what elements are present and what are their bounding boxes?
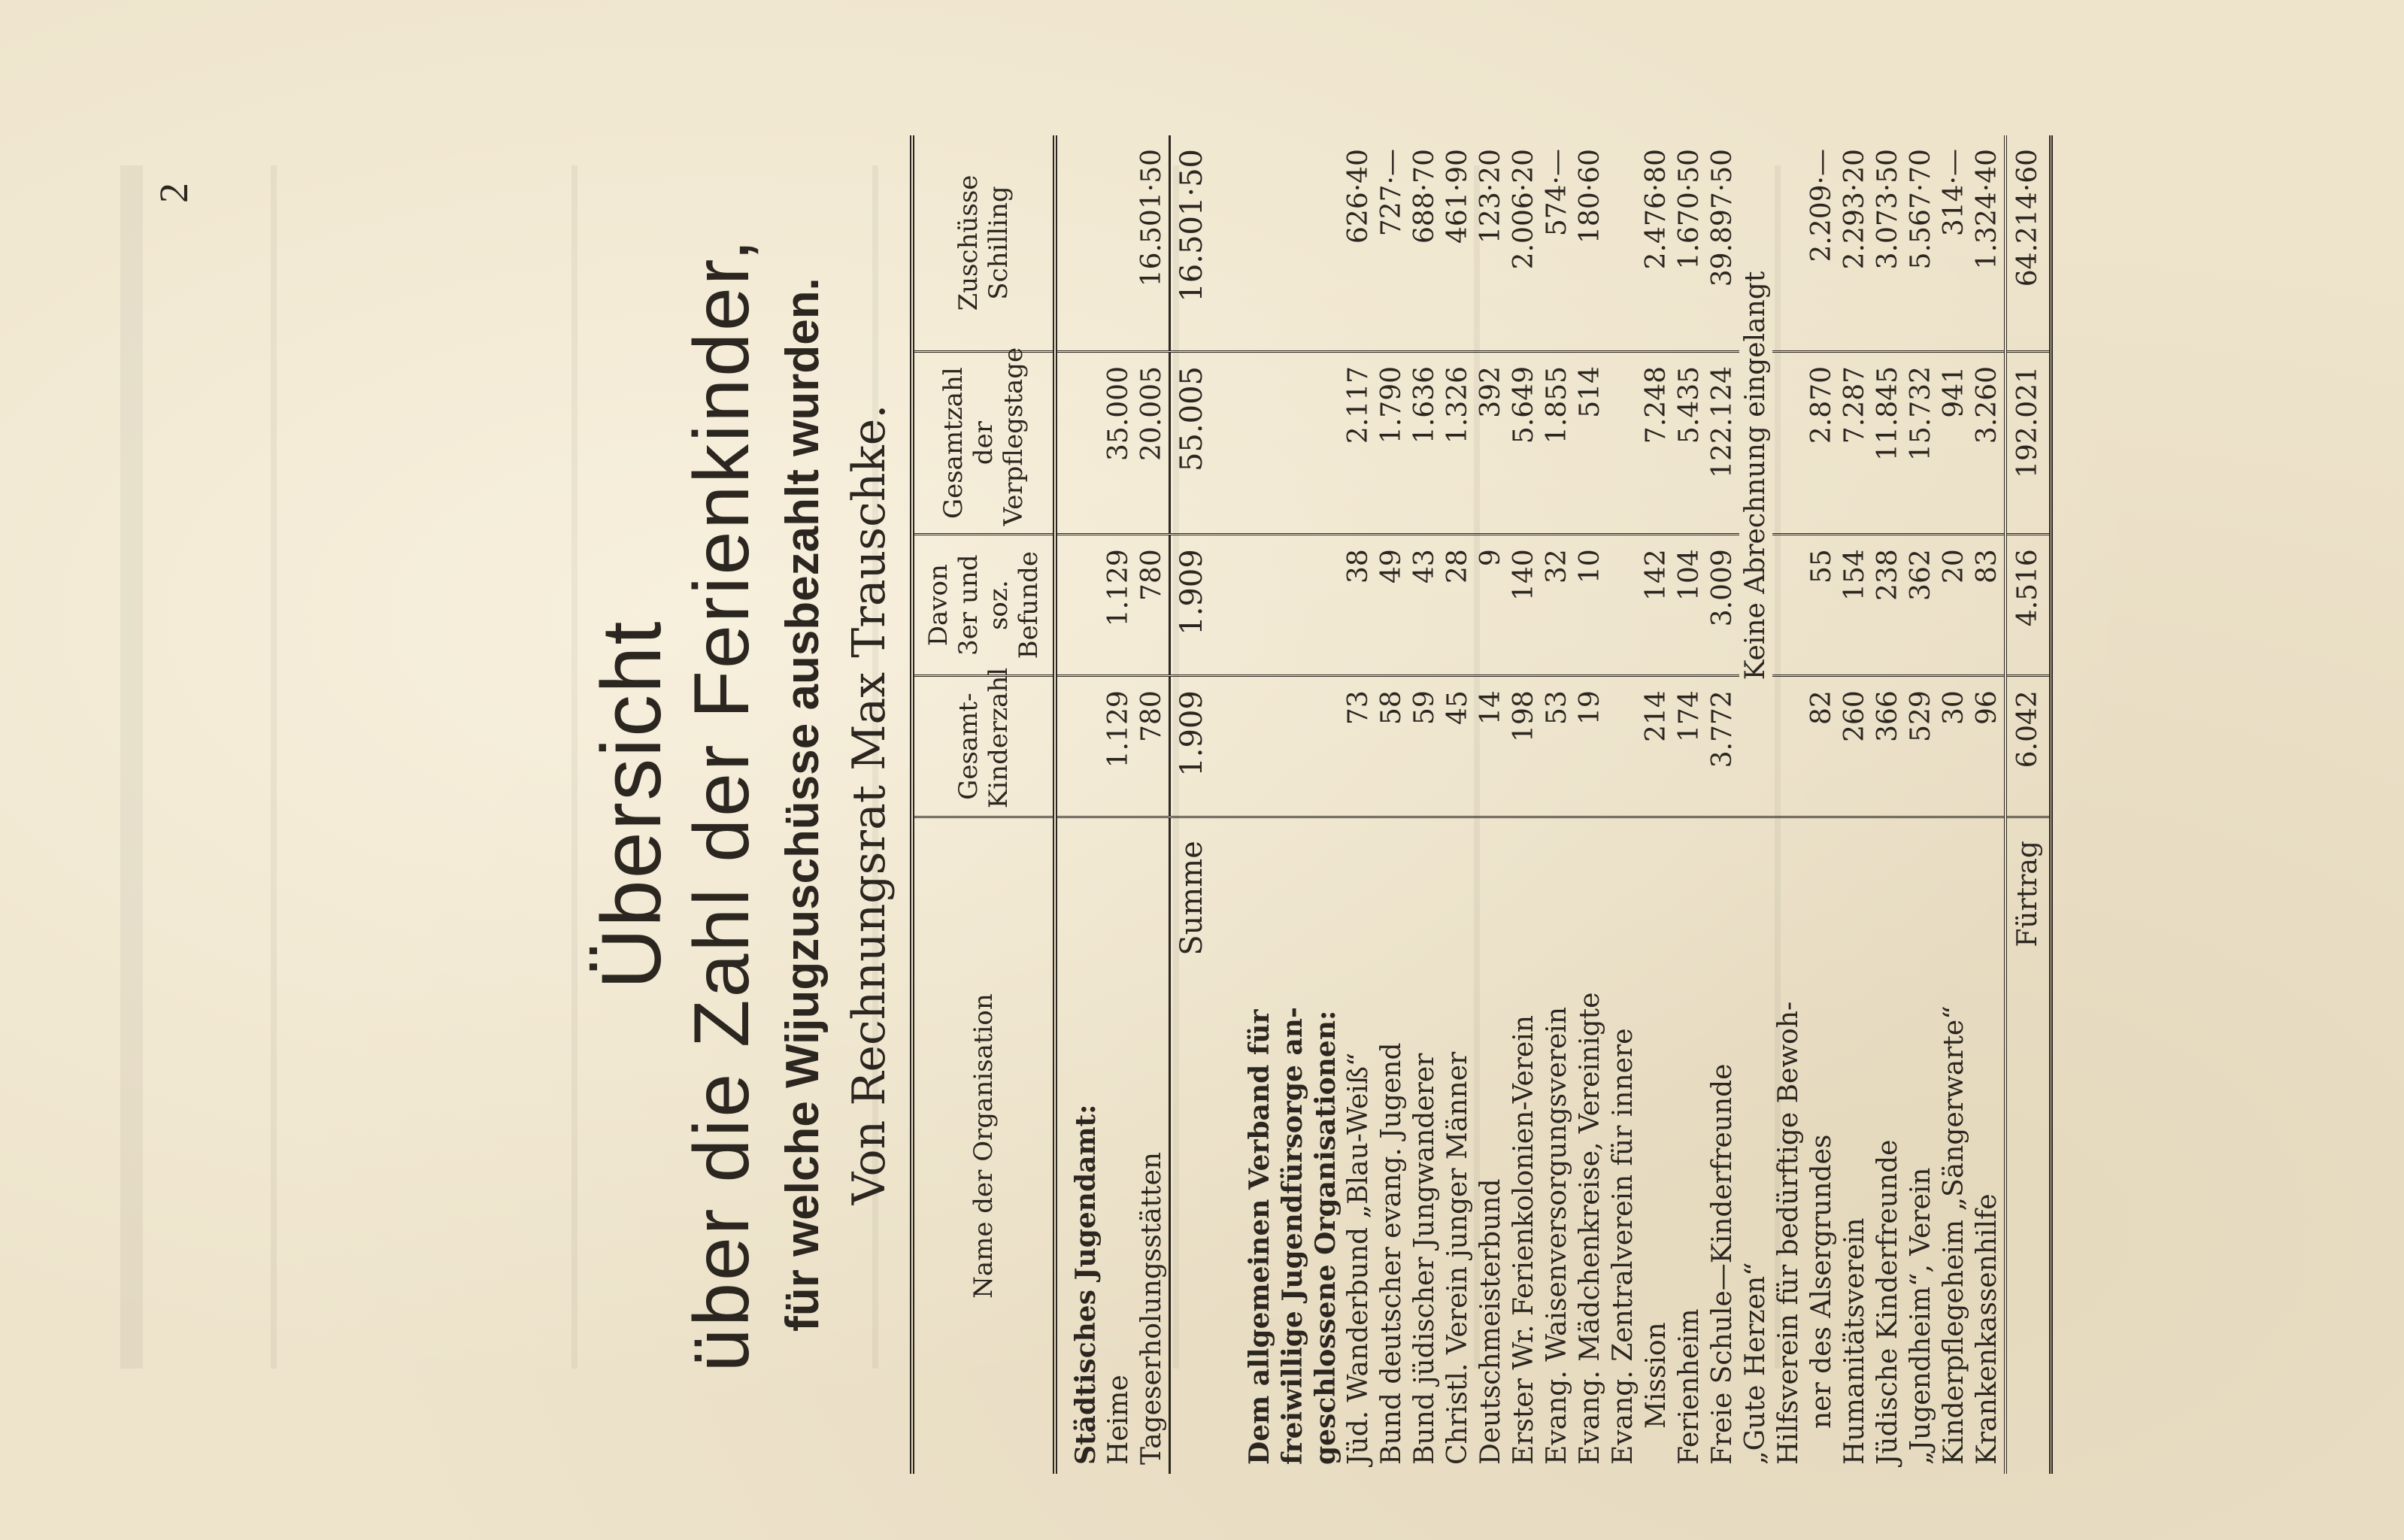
cell-zuschuesse: 727·— xyxy=(1375,135,1408,352)
table-row xyxy=(1342,135,1375,1474)
cell-kinder: 260 xyxy=(1839,676,1872,817)
cell-tage: 1.855 xyxy=(1541,352,1574,535)
cell-zuschuesse xyxy=(1102,135,1135,352)
cell-zuschuesse: 461·90 xyxy=(1441,135,1475,352)
cell-zuschuesse: 688·70 xyxy=(1408,135,1441,352)
table-row xyxy=(1375,135,1408,1474)
cell-kinder: 19 xyxy=(1574,676,1607,817)
table-body xyxy=(1055,135,2051,1474)
cell-davon: 28 xyxy=(1441,535,1475,676)
total-zuschuesse: 64.214·60 xyxy=(2005,135,2051,352)
table-row xyxy=(1706,135,1739,1474)
total-kinder: 6.042 xyxy=(2005,676,2051,817)
table-row xyxy=(1872,135,1905,1474)
cell-tage: 3.260 xyxy=(1971,352,2005,535)
cell-tage: 1.636 xyxy=(1408,352,1441,535)
cell-tage xyxy=(1607,352,1640,535)
cell-tage: 7.287 xyxy=(1839,352,1872,535)
org-name: Bund deutscher evang. Jugend xyxy=(1376,1042,1407,1465)
cell-davon: 32 xyxy=(1541,535,1574,676)
cell-kinder: 58 xyxy=(1375,676,1408,817)
org-name: Ferienheim xyxy=(1674,1308,1705,1465)
header-tage: Gesamtzahl der Verpflegstage xyxy=(912,352,1055,535)
cell-davon: 10 xyxy=(1574,535,1607,676)
cell-zuschuesse: 16.501·50 xyxy=(1135,135,1170,352)
cell-kinder: 1.129 xyxy=(1102,676,1135,817)
cell-kinder: 529 xyxy=(1905,676,1938,817)
cell-zuschuesse: 2.293·20 xyxy=(1839,135,1872,352)
cell-davon: 83 xyxy=(1971,535,2005,676)
cell-zuschuesse: 3.073·50 xyxy=(1872,135,1905,352)
sum-label: Summe xyxy=(1170,817,1214,1474)
header-zuschuesse: Zuschüsse Schilling xyxy=(912,135,1055,352)
org-name: ner des Alsergrundes xyxy=(1806,1134,1837,1429)
org-name: Kinderpflegeheim „Sängerwarte“ xyxy=(1939,1005,1969,1465)
table-row xyxy=(1805,135,1839,1474)
org-name: Evang. Mädchenkreise, Vereinigte xyxy=(1575,992,1605,1465)
total-tage: 192.021 xyxy=(2005,352,2051,535)
table-row xyxy=(1102,135,1135,1474)
cell-tage: 7.248 xyxy=(1640,352,1673,535)
org-name: Evang. Zentralverein für innere xyxy=(1608,1028,1639,1465)
sum-row xyxy=(1170,135,1214,1474)
cell-kinder: 30 xyxy=(1938,676,1971,817)
cell-davon: 104 xyxy=(1673,535,1706,676)
cell-tage: 122.124 xyxy=(1706,352,1739,535)
sum-kinder: 1.909 xyxy=(1170,676,1214,817)
cell-tage: 2.870 xyxy=(1805,352,1839,535)
cell-davon: 43 xyxy=(1408,535,1441,676)
cell-kinder: 53 xyxy=(1541,676,1574,817)
cell-zuschuesse: 2.476·80 xyxy=(1640,135,1673,352)
cell-davon: 780 xyxy=(1135,535,1170,676)
cell-tage: 35.000 xyxy=(1102,352,1135,535)
section-heading-row xyxy=(1309,135,1342,1474)
cell-tage: 5.435 xyxy=(1673,352,1706,535)
cell-davon: 38 xyxy=(1342,535,1375,676)
total-row xyxy=(2005,135,2051,1474)
cell-zuschuesse: 1.670·50 xyxy=(1673,135,1706,352)
cell-zuschuesse: 39.897·50 xyxy=(1706,135,1739,352)
cell-tage: 2.117 xyxy=(1342,352,1375,535)
cell-davon: 1.129 xyxy=(1102,535,1135,676)
table-row xyxy=(1938,135,1971,1474)
cell-kinder: 73 xyxy=(1342,676,1375,817)
org-name: Erster Wr. Ferienkolonien-Verein xyxy=(1508,1014,1539,1465)
cell-tage: 1.790 xyxy=(1375,352,1408,535)
table-row xyxy=(1772,135,1805,1474)
cell-davon: 362 xyxy=(1905,535,1938,676)
cell-kinder: 82 xyxy=(1805,676,1839,817)
cell-kinder xyxy=(1772,676,1805,817)
header-name: Name der Organisation xyxy=(912,817,1055,1474)
cell-zuschuesse: 123·20 xyxy=(1475,135,1508,352)
cell-tage: 941 xyxy=(1938,352,1971,535)
cell-davon: 3.009 xyxy=(1706,535,1739,676)
cell-zuschuesse: 1.324·40 xyxy=(1971,135,2005,352)
cell-kinder: 45 xyxy=(1441,676,1475,817)
cell-tage: 5.649 xyxy=(1508,352,1541,535)
page-number: 2 xyxy=(151,183,196,203)
document-subtitle: über die Zahl der Ferienkinder, xyxy=(678,237,765,1372)
cell-zuschuesse: 314·— xyxy=(1938,135,1971,352)
cell-kinder: 174 xyxy=(1673,676,1706,817)
cell-zuschuesse: 574·— xyxy=(1541,135,1574,352)
cell-davon: 140 xyxy=(1508,535,1541,676)
section-heading-row xyxy=(1055,135,1102,1474)
table-row xyxy=(1905,135,1938,1474)
table-row xyxy=(1508,135,1541,1474)
note-cell: Keine Abrechnung eingelangt xyxy=(1739,135,1772,817)
table-header-row xyxy=(912,135,1055,1474)
table-row xyxy=(1739,135,1772,1474)
document-author: Von Rechnungsrat Max Trauschke. xyxy=(843,404,896,1205)
cell-tage xyxy=(1772,352,1805,535)
table-row xyxy=(1640,135,1673,1474)
org-name: Jüdische Kinderfreunde xyxy=(1872,1139,1903,1465)
cell-zuschuesse xyxy=(1772,135,1805,352)
cell-kinder: 14 xyxy=(1475,676,1508,817)
table-row xyxy=(1607,135,1640,1474)
org-name: Jüd. Wanderbund „Blau-Weiß“ xyxy=(1343,1052,1374,1465)
org-name: Heime xyxy=(1103,1375,1134,1465)
cell-kinder: 3.772 xyxy=(1706,676,1739,817)
section-heading-row xyxy=(1276,135,1309,1474)
section-heading-line: Dem allgemeinen Verband für xyxy=(1244,1009,1275,1465)
table-row xyxy=(1541,135,1574,1474)
org-name: Christl. Verein junger Männer xyxy=(1442,1051,1473,1465)
total-label: Fürtrag xyxy=(2005,817,2051,1474)
subsidy-table xyxy=(910,135,2053,1474)
header-davon: Davon 3er und soz. Befunde xyxy=(912,535,1055,676)
cell-zuschuesse: 2.209·— xyxy=(1805,135,1839,352)
cell-zuschuesse: 5.567·70 xyxy=(1905,135,1938,352)
cell-kinder: 96 xyxy=(1971,676,2005,817)
title-block xyxy=(584,135,899,1474)
cell-tage: 1.326 xyxy=(1441,352,1475,535)
table-row xyxy=(1441,135,1475,1474)
cell-davon: 20 xyxy=(1938,535,1971,676)
sum-davon: 1.909 xyxy=(1170,535,1214,676)
cell-davon: 142 xyxy=(1640,535,1673,676)
table-row xyxy=(1574,135,1607,1474)
cell-tage: 392 xyxy=(1475,352,1508,535)
cell-zuschuesse: 626·40 xyxy=(1342,135,1375,352)
cell-zuschuesse: 2.006·20 xyxy=(1508,135,1541,352)
cell-tage: 11.845 xyxy=(1872,352,1905,535)
cell-kinder xyxy=(1607,676,1640,817)
section-heading-line: geschlossene Organisationen: xyxy=(1310,1010,1341,1465)
org-name: Humanitätsverein xyxy=(1839,1217,1870,1465)
document-title: Übersicht xyxy=(584,620,678,990)
section-heading-line: freiwillige Jugendfürsorge an- xyxy=(1277,1007,1308,1465)
cell-tage: 20.005 xyxy=(1135,352,1170,535)
cell-davon: 49 xyxy=(1375,535,1408,676)
org-name: Krankenkassenhilfe xyxy=(1972,1193,2002,1465)
cell-zuschuesse: 180·60 xyxy=(1574,135,1607,352)
document-subtitle-line2: für welche Wijugzuschüsse ausbezahlt wurden. xyxy=(777,277,829,1332)
spacer-row xyxy=(1213,135,1231,1474)
cell-kinder: 214 xyxy=(1640,676,1673,817)
cell-kinder: 366 xyxy=(1872,676,1905,817)
table-row xyxy=(1475,135,1508,1474)
cell-tage: 15.732 xyxy=(1905,352,1938,535)
cell-davon xyxy=(1772,535,1805,676)
table-row xyxy=(1839,135,1872,1474)
cell-kinder: 198 xyxy=(1508,676,1541,817)
org-name: Tageserholungsstätten xyxy=(1136,1151,1167,1465)
org-name: Freie Schule—Kinderfreunde xyxy=(1707,1063,1738,1465)
header-kinder: Gesamt-Kinderzahl xyxy=(912,676,1055,817)
cell-davon: 238 xyxy=(1872,535,1905,676)
org-name: Hilfsverein für bedürftige Bewoh- xyxy=(1773,1001,1804,1465)
org-name: Evang. Waisenversorgungsverein xyxy=(1542,1006,1572,1465)
cell-davon: 9 xyxy=(1475,535,1508,676)
cell-tage: 514 xyxy=(1574,352,1607,535)
sum-tage: 55.005 xyxy=(1170,352,1214,535)
section-heading-row xyxy=(1231,135,1276,1474)
org-name: „Gute Herzen“ xyxy=(1740,1262,1771,1465)
cell-kinder: 780 xyxy=(1135,676,1170,817)
total-davon: 4.516 xyxy=(2005,535,2051,676)
table-row xyxy=(1971,135,2005,1474)
section-heading: Städtisches Jugendamt: xyxy=(1070,1104,1102,1465)
cell-davon xyxy=(1607,535,1640,676)
cell-zuschuesse xyxy=(1607,135,1640,352)
cell-kinder: 59 xyxy=(1408,676,1441,817)
org-name: Deutschmeisterbund xyxy=(1475,1178,1506,1465)
rotated-page xyxy=(105,135,2286,1474)
org-name: Bund jüdischer Jungwanderer xyxy=(1409,1053,1440,1465)
cell-davon: 55 xyxy=(1805,535,1839,676)
table-row xyxy=(1135,135,1170,1474)
org-name: Mission xyxy=(1641,1322,1672,1429)
table-row xyxy=(1408,135,1441,1474)
table-row xyxy=(1673,135,1706,1474)
cell-davon: 154 xyxy=(1839,535,1872,676)
org-name: „Jugendheim“, Verein xyxy=(1905,1167,1936,1465)
sum-zuschuesse: 16.501·50 xyxy=(1170,135,1214,352)
